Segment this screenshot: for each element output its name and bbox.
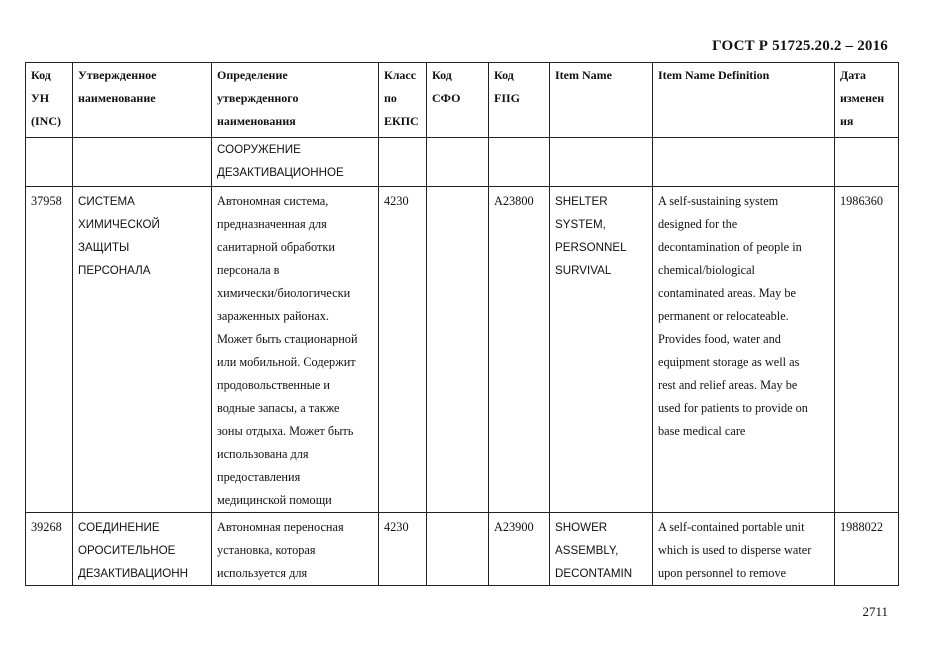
cell-inc: 37958 (26, 187, 73, 513)
cell-inc (26, 138, 73, 187)
cell-definition: Автономная переносная установка, которая используется для (212, 513, 379, 586)
cell-item-name (550, 138, 653, 187)
header-item-name: Item Name (550, 63, 653, 138)
item-name-table (25, 62, 899, 586)
header-class: Класс по ЕКПС (379, 63, 427, 138)
cell-class: 4230 (379, 513, 427, 586)
cell-sfo (427, 513, 489, 586)
table-row (26, 513, 899, 586)
cell-date (835, 138, 899, 187)
cell-definition: Автономная система, предназначенная для санитарной обработки персонала в химически/биологически зараженных районах. Может быть стационарной или мобильной. Содержит продовольственные и водные запасы, а также зоны отдыха. Может быть использована для предоставления медицинской помощи (212, 187, 379, 513)
cell-fiig: A23900 (489, 513, 550, 586)
header-item-definition: Item Name Definition (653, 63, 835, 138)
cell-fiig (489, 138, 550, 187)
header-definition: Определение утвержденного наименования (212, 63, 379, 138)
header-sfo: Код СФО (427, 63, 489, 138)
table-row (26, 187, 899, 513)
cell-inc: 39268 (26, 513, 73, 586)
cell-fiig: A23800 (489, 187, 550, 513)
cell-item-definition: A self-contained portable unit which is used to disperse water upon personnel to remove (653, 513, 835, 586)
cell-class: 4230 (379, 187, 427, 513)
cell-class (379, 138, 427, 187)
cell-name: СОЕДИНЕНИЕ ОРОСИТЕЛЬНОЕ ДЕЗАКТИВАЦИОНН (73, 513, 212, 586)
header-inc: Код УН (INC) (26, 63, 73, 138)
cell-date: 1988022 (835, 513, 899, 586)
cell-item-name: SHOWER ASSEMBLY, DECONTAMIN (550, 513, 653, 586)
table-row (26, 138, 899, 187)
header-date: Дата изменен ия (835, 63, 899, 138)
cell-date: 1986360 (835, 187, 899, 513)
cell-sfo (427, 187, 489, 513)
header-fiig: Код FIIG (489, 63, 550, 138)
page-number: 2711 (862, 604, 888, 619)
document-code-header: ГОСТ Р 51725.20.2 – 2016 (712, 38, 888, 54)
cell-name: СИСТЕМА ХИМИЧЕСКОЙ ЗАЩИТЫ ПЕРСОНАЛА (73, 187, 212, 513)
cell-sfo (427, 138, 489, 187)
cell-item-name: SHELTER SYSTEM, PERSONNEL SURVIVAL (550, 187, 653, 513)
header-approved-name: Утвержденное наименование (73, 63, 212, 138)
cell-item-definition (653, 138, 835, 187)
cell-definition: СООРУЖЕНИЕ ДЕЗАКТИВАЦИОННОЕ (212, 138, 379, 187)
table-header-row (26, 63, 899, 138)
cell-item-definition: A self-sustaining system designed for the decontamination of people in chemical/biological contaminated areas. May be permanent or relocateable. Provides food, water and equipment storage as well as rest and relief areas. May be used for patients to provide on base medical care (653, 187, 835, 513)
cell-name (73, 138, 212, 187)
